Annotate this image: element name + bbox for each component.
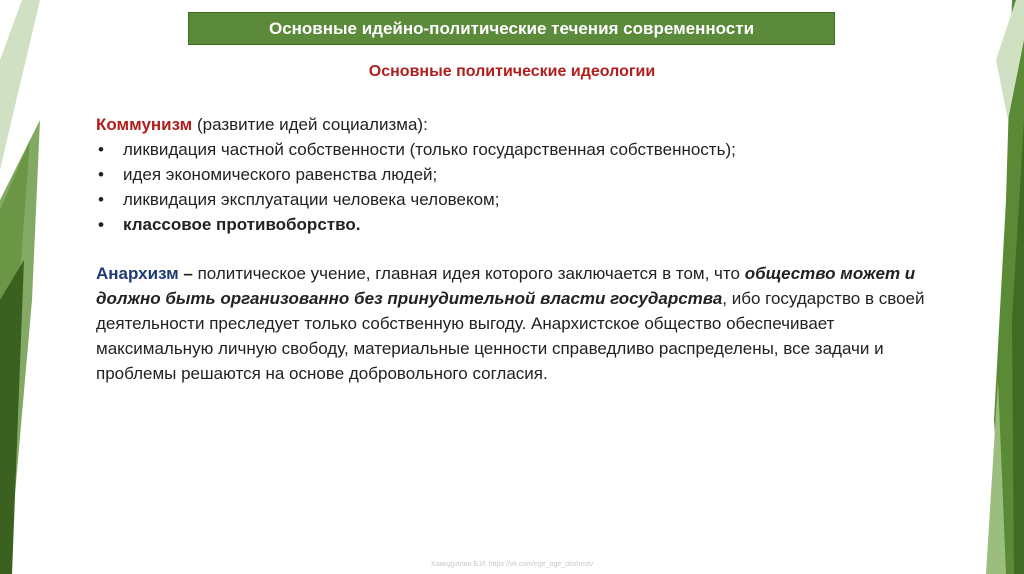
anarchism-paragraph — [96, 261, 946, 386]
anarchism-emphasis: общество может и должно быть организованно без принудительной власти государства — [96, 264, 916, 308]
right-decoration — [954, 0, 1024, 574]
footer-credit: Хамидуллин Б.И. https://vk.com/ege_oge_obshestv — [430, 561, 594, 568]
anarchism-text-1: политическое учение, главная идея которого заключается в том, что — [197, 264, 740, 283]
communism-list — [96, 137, 946, 237]
list-item: • ликвидация эксплуатации человека человеком; — [96, 187, 946, 212]
slide-title: Основные идейно-политические течения современности — [188, 12, 835, 45]
communism-heading — [96, 112, 946, 137]
slide-subtitle: Основные политические идеологии — [368, 63, 656, 80]
slide-content — [96, 112, 946, 386]
list-item: • идея экономического равенства людей; — [96, 162, 946, 187]
list-item: • ликвидация частной собственности (только государственная собственность); — [96, 137, 946, 162]
communism-definition: (развитие идей социализма): — [192, 115, 428, 134]
anarchism-term: Анархизм — [96, 264, 179, 283]
communism-term: Коммунизм — [96, 115, 193, 134]
anarchism-text-2: , ибо государство в своей деятельности преследует только собственную выгоду. Анархистское общество обеспечивает максимальную личную свободу, материальные ценности справедливо распределены, все задачи и проблемы решаются на основе добровольного согласия. — [96, 289, 925, 383]
anarchism-dash: – — [178, 264, 198, 283]
list-item: • классовое противоборство. — [96, 212, 946, 237]
left-decoration — [0, 0, 60, 574]
